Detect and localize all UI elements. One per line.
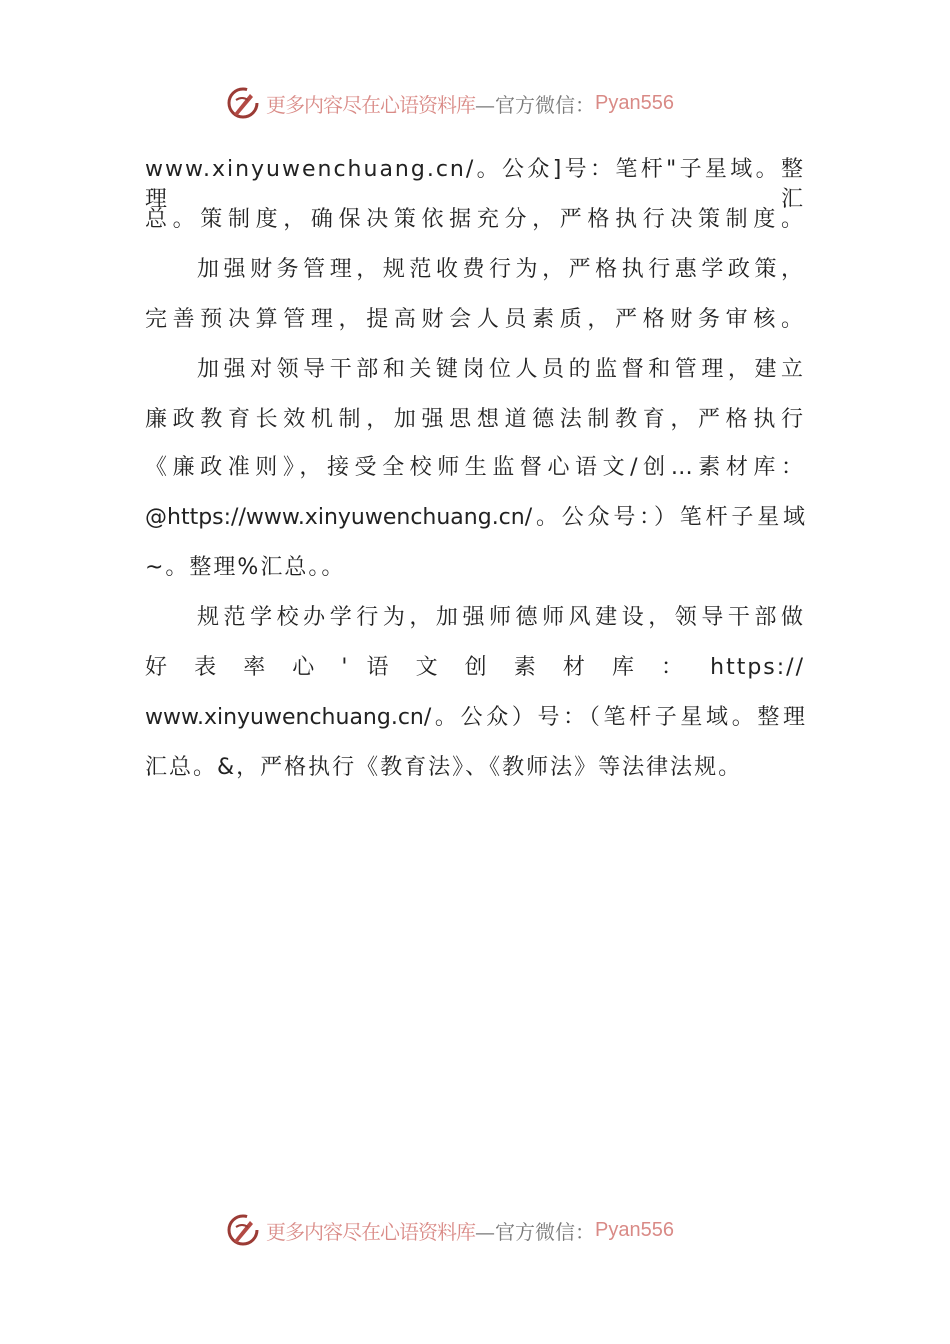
text-line: www.xinyuwenchuang.cn/。公众）号：（笔杆子星域。整理 <box>145 705 805 730</box>
text-line: 好 表 率 心 ' 语 文 创 素 材 库 ： https:// <box>145 655 805 680</box>
text-line: 汇总。&，严格执行《教育法》、《教师法》等法律法规。 <box>145 755 743 780</box>
text-line: 加强财务管理，规范收费行为，严格执行惠学政策， <box>197 257 805 282</box>
pen-logo-icon <box>226 86 260 120</box>
text-line: 廉政教育长效机制，加强思想道德法制教育，严格执行 <box>145 407 805 432</box>
text-line: 加强对领导干部和关键岗位人员的监督和管理，建立 <box>197 357 805 382</box>
banner-wechat-id: Pyan556 <box>595 1218 674 1241</box>
header-banner <box>226 83 726 123</box>
banner-wechat-id: Pyan556 <box>595 91 674 114</box>
banner-wechat-label: —官方微信： <box>475 92 595 117</box>
footer-banner <box>226 1210 726 1250</box>
text-line: 总。策制度，确保决策依据充分，严格执行决策制度。 <box>145 207 805 232</box>
banner-text: 更多内容尽在心语资料库 <box>266 1219 475 1244</box>
banner-wechat-label: —官方微信： <box>475 1219 595 1244</box>
pen-logo-icon <box>226 1213 260 1247</box>
text-line: 完善预决算管理，提高财会人员素质，严格财务审核。 <box>145 307 805 332</box>
banner-text: 更多内容尽在心语资料库 <box>266 92 475 117</box>
text-line: 规范学校办学行为，加强师德师风建设，领导干部做 <box>197 605 805 630</box>
text-line: @https://www.xinyuwenchuang.cn/。公众号：）笔杆子星域 <box>145 505 805 530</box>
text-line: 《廉政准则》，接受全校师生监督心语文/创…素材库： <box>145 455 805 480</box>
text-line: ~。整理%汇总。。 <box>145 555 346 580</box>
text-line: www.xinyuwenchuang.cn/。公众]号：笔杆"子星域。整理汇 <box>145 157 805 212</box>
